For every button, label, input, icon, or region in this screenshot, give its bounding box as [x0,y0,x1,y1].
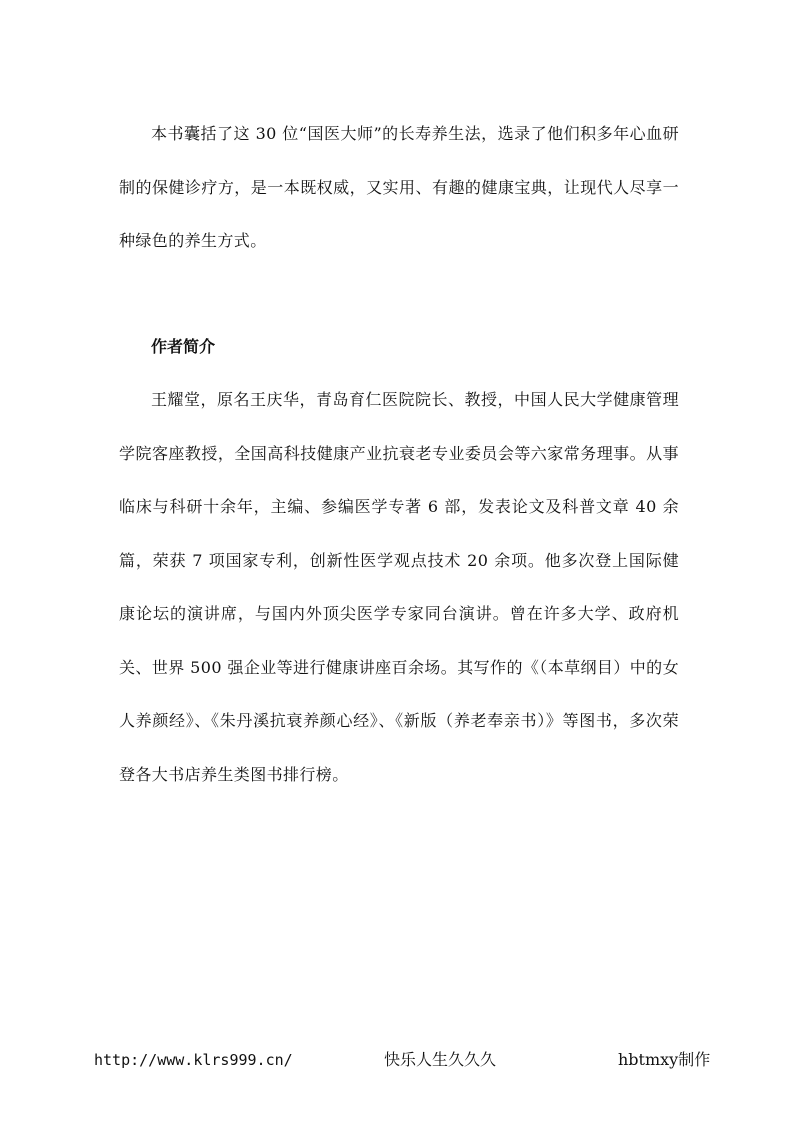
author-heading: 作者简介 [151,337,216,356]
page-footer [0,1045,793,1075]
footer-credit: hbtmxy制作 [618,1050,711,1069]
author-paragraph: 王耀堂，原名王庆华，青岛育仁医院院长、教授，中国人民大学健康管理学院客座教授，全国高科技健康产业抗衰老专业委员会等六家常务理事。从事临床与科研十余年，主编、参编医学专著 6 部，发表论文及科普文章 40 余篇，荣获 7 项国家专利，创新性医学观点技术 20 余项。他多次登上国际健康论坛的演讲席，与国内外顶尖医学专家同台演讲。曾在许多大学、政府机关、世界 500 强企业等进行健康讲座百余场。其写作的《（本草纲目）中的女人养颜经》、《朱丹溪抗衰养颜心经》、《新版（养老奉亲书）》等图书，多次荣登各大书店养生类图书排行榜。 [119,390,679,784]
footer-slogan: 快乐人生久久久 [384,1050,497,1069]
footer-url: http://www.klrs999.cn/ [94,1051,293,1069]
intro-paragraph: 本书囊括了这 30 位“国医大师”的长寿养生法，选录了他们积多年心血研制的保健诊疗方，是一本既权威，又实用、有趣的健康宝典，让现代人尽享一种绿色的养生方式。 [119,124,679,250]
